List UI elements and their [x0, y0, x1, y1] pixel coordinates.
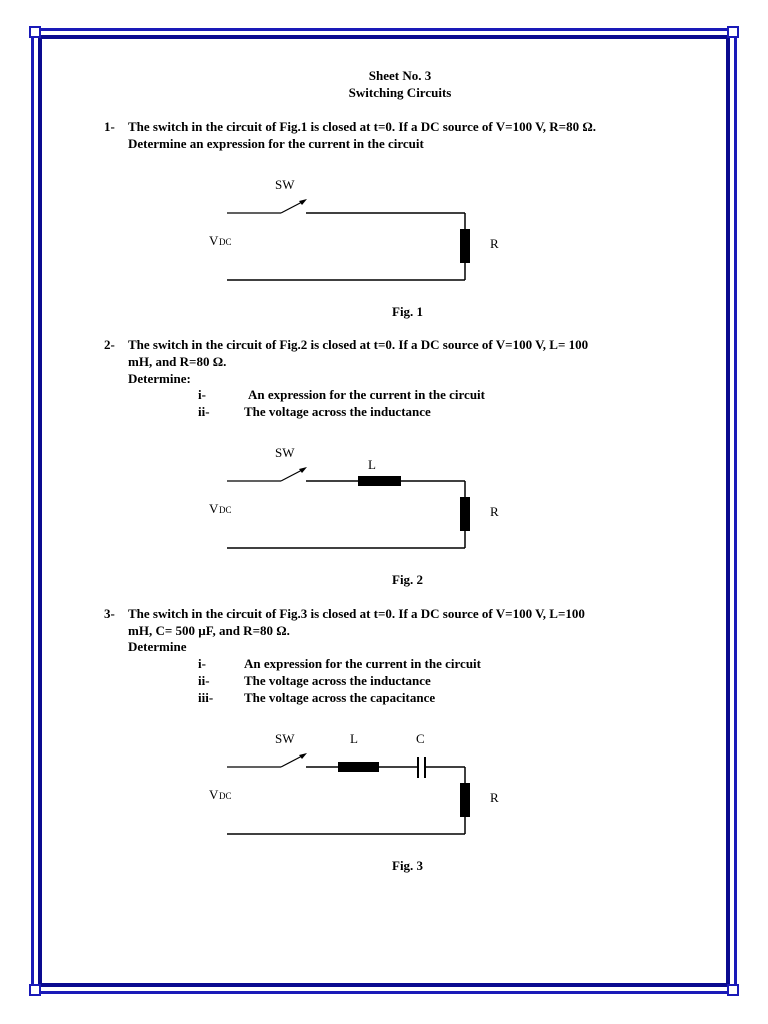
- circuit-diagram-fig-1: [0, 170, 768, 290]
- figure-caption: Fig. 3: [392, 858, 424, 873]
- resistor-label: R: [490, 236, 499, 251]
- inductor-label: L: [368, 457, 376, 472]
- subitem-text: The voltage across the inductance: [244, 404, 431, 419]
- border-corner-top-right: [727, 26, 739, 38]
- subitem-text: An expression for the current in the circuit: [244, 656, 481, 671]
- question-text: Determine an expression for the current in the circuit: [128, 136, 424, 151]
- source-label: V: [209, 787, 219, 802]
- switch-arrow-icon: [299, 199, 307, 205]
- switch-arrow-icon: [299, 467, 307, 473]
- subitem-text: The voltage across the inductance: [244, 673, 431, 688]
- resistor-label: R: [490, 790, 499, 805]
- source-label: V: [209, 233, 219, 248]
- subitem-number: ii-: [198, 404, 210, 419]
- question-number: 1-: [104, 119, 115, 134]
- question-text: mH, and R=80 Ω.: [128, 354, 227, 369]
- resistor: [460, 229, 470, 263]
- border-corner-top-left: [29, 26, 41, 38]
- subitem-text: The voltage across the capacitance: [244, 690, 436, 705]
- subitem-number: ii-: [198, 673, 210, 688]
- border-corner-bottom-left: [29, 984, 41, 996]
- question-text: The switch in the circuit of Fig.3 is closed at t=0. If a DC source of V=100 V, L=100: [128, 606, 585, 621]
- circuit-diagram-fig-2: [0, 438, 768, 558]
- question-number: 3-: [104, 606, 115, 621]
- subitem-number: iii-: [198, 690, 214, 705]
- question-text: The switch in the circuit of Fig.1 is closed at t=0. If a DC source of V=100 V, R=80 Ω.: [128, 119, 596, 134]
- switch-label: SW: [275, 731, 295, 746]
- subitem-number: i-: [198, 656, 206, 671]
- subitem-text: An expression for the current in the circuit: [248, 387, 485, 402]
- question-text: mH, C= 500 µF, and R=80 Ω.: [128, 623, 290, 638]
- capacitor-label: C: [416, 731, 425, 746]
- question-text: Determine:: [128, 371, 191, 386]
- figure-caption: Fig. 2: [392, 572, 424, 587]
- sheet-number: Sheet No. 3: [368, 68, 432, 83]
- source-label-subscript: DC: [219, 237, 232, 247]
- page-title: Switching Circuits: [348, 85, 452, 100]
- switch-label: SW: [275, 445, 295, 460]
- inductor: [338, 762, 379, 772]
- switch-arrow-icon: [299, 753, 307, 759]
- switch-label: SW: [275, 177, 295, 192]
- source-label-subscript: DC: [219, 505, 232, 515]
- border-corner-bottom-right: [727, 984, 739, 996]
- resistor: [460, 783, 470, 817]
- resistor: [460, 497, 470, 531]
- source-label-subscript: DC: [219, 791, 232, 801]
- figure-caption: Fig. 1: [392, 304, 424, 319]
- circuit-diagram-fig-3: [0, 724, 768, 844]
- question-text: Determine: [128, 639, 187, 654]
- question-number: 2-: [104, 337, 115, 352]
- question-text: The switch in the circuit of Fig.2 is closed at t=0. If a DC source of V=100 V, L= 100: [128, 337, 589, 352]
- inductor-label: L: [350, 731, 358, 746]
- resistor-label: R: [490, 504, 499, 519]
- source-label: V: [209, 501, 219, 516]
- inductor: [358, 476, 401, 486]
- subitem-number: i-: [198, 387, 206, 402]
